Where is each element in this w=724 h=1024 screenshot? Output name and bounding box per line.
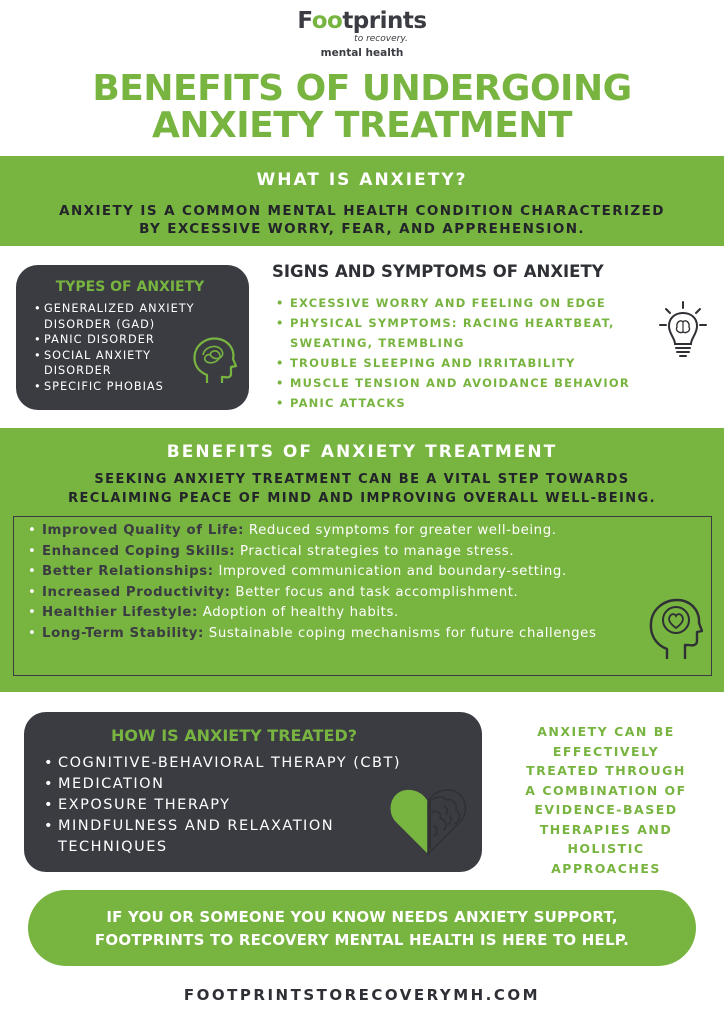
- benefit-desc: Sustainable coping mechanisms for future challenges: [203, 625, 597, 641]
- call-to-action-banner: [28, 890, 696, 966]
- lightbulb-brain-icon: [658, 300, 708, 360]
- benefit-desc: Improved communication and boundary-setting.: [213, 564, 567, 579]
- list-item: • MUSCLE TENSION AND AVOIDANCE BEHAVIOR: [272, 373, 716, 393]
- benefits-heading: BENEFITS OF ANXIETY TREATMENT: [166, 442, 558, 462]
- benefit-term: Better Relationships:: [42, 564, 214, 579]
- benefit-term: Improved Quality of Life:: [42, 523, 245, 538]
- logo-letter: F: [297, 8, 312, 34]
- side-note: [500, 722, 712, 878]
- list-item: • TROUBLE SLEEPING AND IRRITABILITY: [272, 353, 716, 373]
- benefit-item: [26, 521, 636, 542]
- benefits-list: [26, 521, 711, 644]
- list-item: • SPECIFIC PHOBIAS: [34, 379, 249, 395]
- types-heading: TYPES OF ANXIETY: [55, 279, 205, 295]
- cta-line-2: FOOTPRINTS TO RECOVERY MENTAL HEALTH IS HERE TO HELP.: [94, 931, 630, 949]
- logo-subtext: to recovery.: [354, 34, 408, 44]
- benefits-intro: [0, 470, 724, 508]
- heart-brain-icon: [388, 782, 468, 856]
- brand-logo: [0, 8, 724, 60]
- head-heart-icon: [647, 597, 703, 661]
- treatment-card: [24, 712, 482, 872]
- treatment-heading: HOW IS ANXIETY TREATED?: [110, 726, 358, 745]
- what-line-2: BY EXCESSIVE WORRY, FEAR, AND APPREHENSION.: [139, 221, 585, 237]
- what-is-anxiety-section: [0, 156, 724, 246]
- what-heading: WHAT IS ANXIETY?: [256, 170, 468, 190]
- logo-text: tprints: [342, 8, 427, 34]
- benefit-desc: Reduced symptoms for greater well-being.: [244, 523, 557, 538]
- list-item: • MEDICATION: [44, 774, 384, 795]
- benefit-item: [26, 562, 636, 583]
- logo-tagline: mental health: [320, 47, 404, 59]
- side-note-line: APPROACHES: [551, 860, 661, 876]
- website-link[interactable]: FOOTPRINTSTORECOVERYMH.COM: [183, 986, 541, 1004]
- benefit-item: [26, 542, 636, 563]
- page-title: [0, 70, 724, 144]
- list-item: • SOCIAL ANXIETY DISORDER: [34, 348, 184, 379]
- benefit-item: [26, 624, 636, 645]
- benefit-item: [26, 583, 636, 604]
- signs-section: [272, 262, 716, 413]
- logo-footprints-mark: oo: [311, 8, 343, 34]
- list-item: • EXCESSIVE WORRY AND FEELING ON EDGE: [272, 293, 716, 313]
- benefits-intro-line-2: RECLAIMING PEACE OF MIND AND IMPROVING OVERALL WELL-BEING.: [68, 491, 656, 506]
- list-item: • PANIC ATTACKS: [272, 393, 716, 413]
- types-card: [16, 265, 249, 410]
- title-line-2: ANXIETY TREATMENT: [152, 105, 572, 146]
- benefits-list-box: [13, 516, 712, 676]
- benefits-section: [0, 428, 724, 692]
- benefit-term: Long-Term Stability:: [42, 625, 204, 641]
- benefits-intro-line-1: SEEKING ANXIETY TREATMENT CAN BE A VITAL STEP TOWARDS: [94, 472, 630, 487]
- logo-wordmark: [0, 8, 724, 34]
- side-note-line: TREATED THROUGH: [526, 763, 686, 778]
- list-item: • PANIC DISORDER: [34, 332, 249, 348]
- what-line-1: ANXIETY IS A COMMON MENTAL HEALTH CONDITION CHARACTERIZED: [59, 203, 665, 219]
- side-note-line: THERAPIES AND: [539, 821, 673, 837]
- list-item: • PHYSICAL SYMPTOMS: RACING HEARTBEAT, SWEATING, TREMBLING: [272, 313, 652, 353]
- benefit-term: Increased Productivity:: [42, 584, 231, 600]
- signs-list: [272, 293, 716, 413]
- cta-line-1: IF YOU OR SOMEONE YOU KNOW NEEDS ANXIETY SUPPORT,: [106, 908, 618, 926]
- signs-heading: SIGNS AND SYMPTOMS OF ANXIETY: [272, 262, 604, 281]
- side-note-line: EVIDENCE-BASED: [534, 802, 678, 817]
- what-definition: [0, 202, 724, 238]
- side-note-line: HOLISTIC: [567, 841, 645, 856]
- list-item: • MINDFULNESS AND RELAXATION TECHNIQUES: [44, 816, 384, 858]
- list-item: • COGNITIVE-BEHAVIORAL THERAPY (CBT): [44, 753, 464, 774]
- list-item: • GENERALIZED ANXIETY DISORDER (GAD): [34, 301, 219, 332]
- side-note-line: EFFECTIVELY: [552, 743, 660, 759]
- list-item: • EXPOSURE THERAPY: [44, 795, 384, 816]
- benefit-desc: Practical strategies to manage stress.: [235, 543, 515, 559]
- benefit-item: [26, 603, 636, 624]
- side-note-line: A COMBINATION OF: [525, 782, 687, 798]
- head-tangle-icon: [189, 335, 237, 385]
- benefit-term: Enhanced Coping Skills:: [42, 543, 236, 559]
- benefit-desc: Better focus and task accomplishment.: [230, 584, 519, 600]
- side-note-line: ANXIETY CAN BE: [537, 724, 675, 739]
- benefit-term: Healthier Lifestyle:: [42, 605, 198, 620]
- title-line-1: BENEFITS OF UNDERGOING: [92, 68, 632, 109]
- benefit-desc: Adoption of healthy habits.: [197, 605, 399, 620]
